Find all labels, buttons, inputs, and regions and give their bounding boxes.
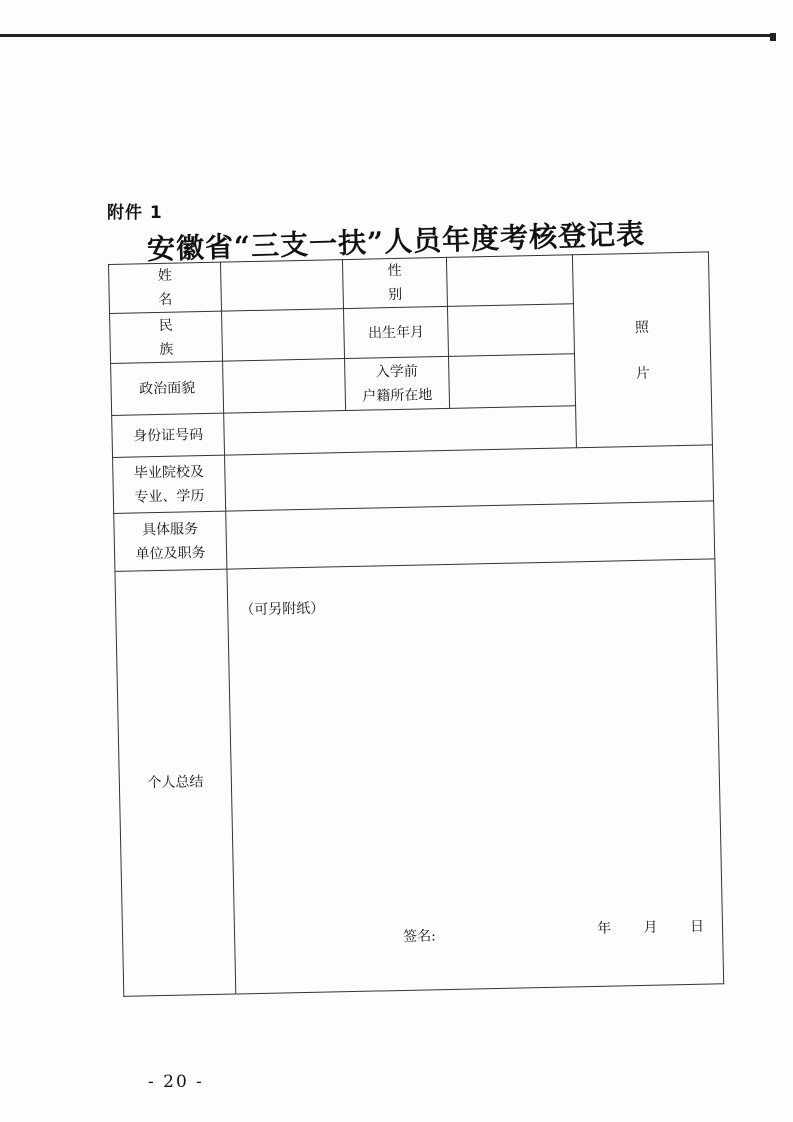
politics-label: 政治面貌 [111, 361, 224, 415]
hukou-label-line2: 户籍所在地 [362, 386, 433, 405]
politics-field[interactable] [223, 359, 346, 414]
birth-label: 出生年月 [343, 306, 448, 358]
name-label: 姓 名 [109, 262, 222, 313]
summary-field[interactable] [227, 559, 724, 994]
gender-field[interactable] [446, 255, 573, 307]
id-number-field[interactable] [224, 406, 577, 455]
top-rule-end [770, 33, 776, 41]
photo-label-line2: 片 [635, 365, 651, 382]
attachment-label: 附件 1 [107, 203, 163, 223]
gender-label: 性 别 [342, 257, 447, 308]
top-rule [0, 34, 776, 37]
registration-form [108, 251, 724, 996]
school-label-line1: 毕业院校及 [133, 463, 205, 482]
school-label-line2: 专业、学历 [134, 487, 205, 505]
service-unit-label-line1: 具体服务 [141, 520, 199, 538]
ethnicity-field[interactable] [222, 309, 345, 362]
hukou-field[interactable] [449, 354, 576, 409]
service-unit-field[interactable] [226, 501, 715, 569]
school-field[interactable] [225, 445, 714, 511]
photo-label-line1: 照 [634, 319, 650, 336]
name-field[interactable] [220, 260, 343, 312]
document-title: 安徽省“三支一扶”人员年度考核登记表 [146, 217, 646, 266]
ethnicity-label: 民 族 [110, 311, 223, 363]
school-label [113, 455, 226, 513]
birth-field[interactable] [447, 304, 574, 357]
hukou-label [345, 356, 450, 410]
form-table [108, 251, 724, 996]
service-unit-label [114, 511, 227, 571]
date-label: 年 月 日 [596, 918, 705, 937]
signature-label: 签名: [402, 928, 437, 945]
summary-label: 个人总结 [115, 569, 236, 996]
hukou-label-line1: 入学前 [375, 363, 418, 380]
id-number-label: 身份证号码 [112, 413, 225, 457]
summary-note: （可另附纸） [240, 600, 325, 619]
photo-area[interactable] [572, 252, 712, 448]
service-unit-label-line2: 单位及职务 [135, 544, 206, 562]
page-number: - 20 - [148, 1072, 204, 1092]
